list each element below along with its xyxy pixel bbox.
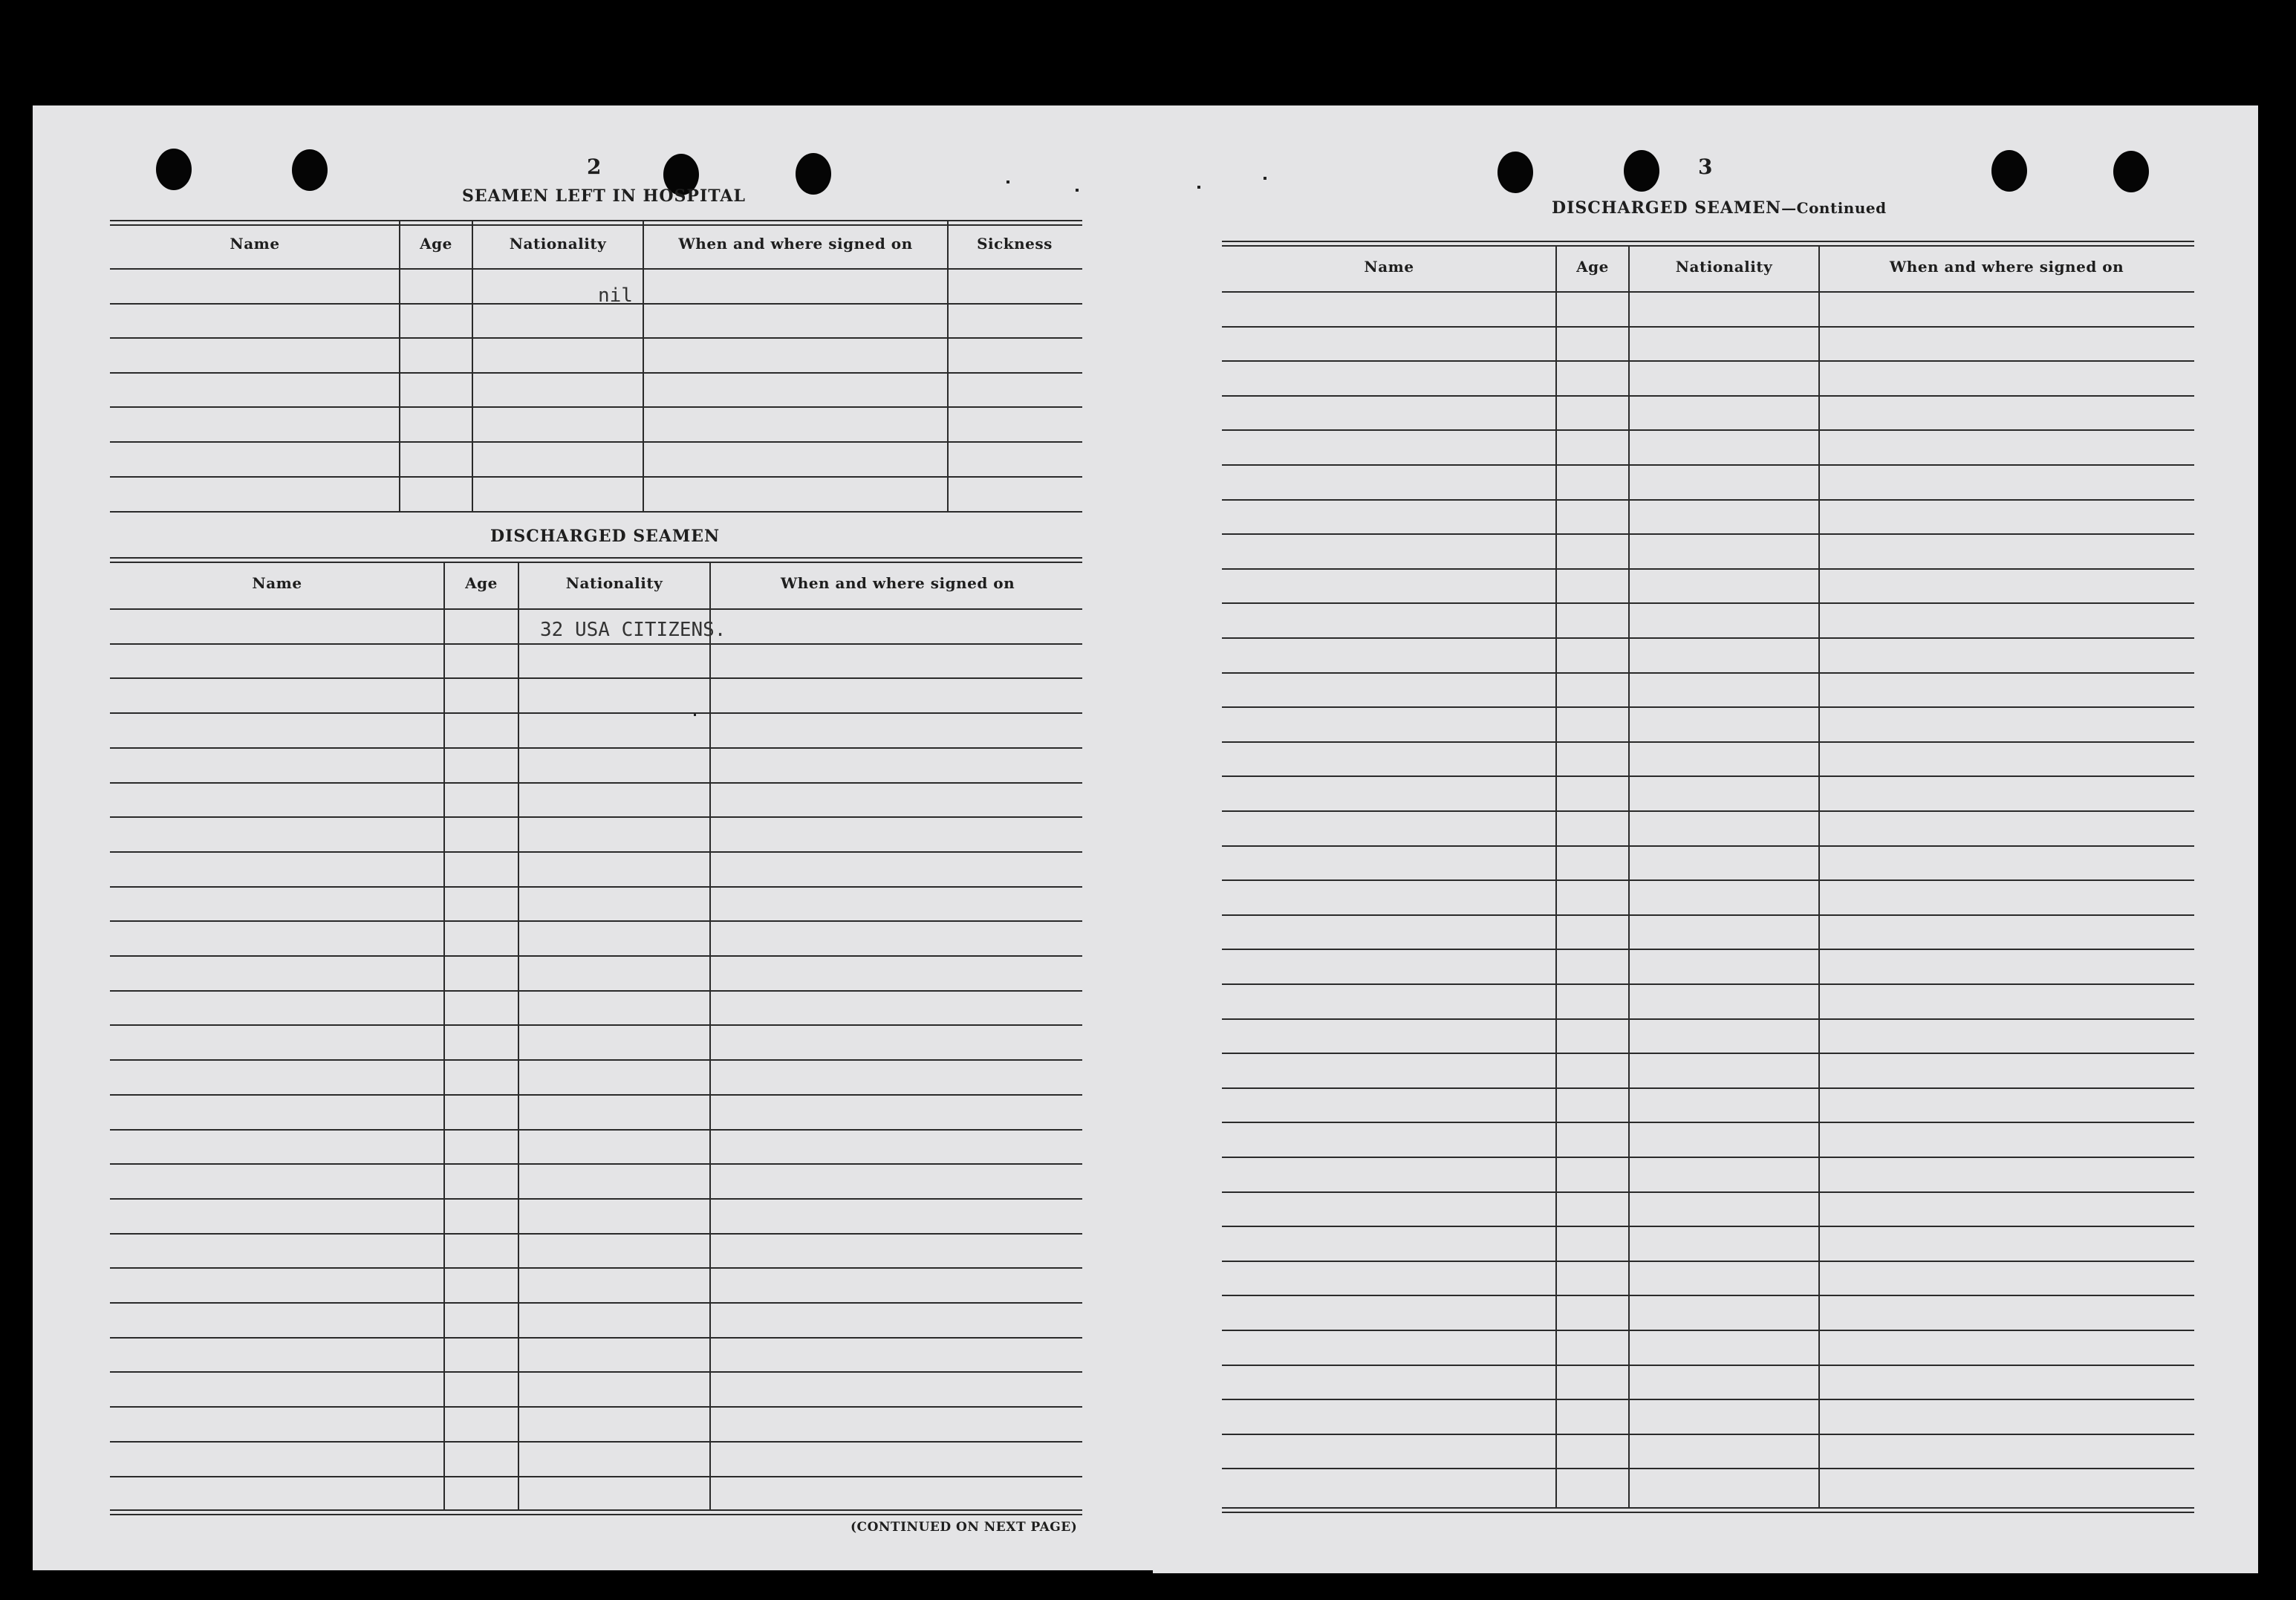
column-header-signed-on: When and where signed on — [780, 574, 1015, 592]
punch-hole — [292, 149, 328, 191]
column-header-signed-on: When and where signed on — [1889, 258, 2124, 276]
discharged-section-title: DISCHARGED SEAMEN — [490, 527, 721, 546]
column-header-name: Name — [1364, 258, 1414, 276]
punch-hole — [1991, 150, 2027, 192]
punch-hole — [2113, 151, 2149, 192]
column-header-name: Name — [230, 235, 280, 253]
speck — [694, 714, 696, 716]
column-header-age: Age — [465, 574, 498, 592]
speck — [1197, 186, 1200, 189]
speck — [1264, 177, 1266, 180]
punch-hole — [796, 153, 831, 195]
title-main: DISCHARGED SEAMEN — [1552, 198, 1782, 218]
column-header-age: Age — [420, 235, 452, 253]
punch-hole — [1624, 150, 1659, 192]
punch-hole — [1497, 152, 1533, 193]
hospital-section-title: SEAMEN LEFT IN HOSPITAL — [462, 186, 746, 206]
speck — [1076, 189, 1079, 192]
column-header-sickness: Sickness — [977, 235, 1053, 253]
column-header-nationality: Nationality — [565, 574, 663, 592]
page-number: 2 — [587, 155, 602, 179]
discharged-entry: 32 USA CITIZENS. — [540, 619, 726, 641]
column-header-age: Age — [1576, 258, 1609, 276]
column-header-name: Name — [252, 574, 302, 592]
page-title — [1552, 198, 1887, 218]
column-header-signed-on: When and where signed on — [678, 235, 913, 253]
page-number: 3 — [1698, 155, 1714, 179]
hospital-entry: nil — [598, 284, 633, 307]
punch-hole — [156, 149, 192, 190]
column-header-nationality: Nationality — [509, 235, 607, 253]
speck — [1006, 181, 1009, 183]
column-header-nationality: Nationality — [1675, 258, 1773, 276]
title-continued: —Continued — [1781, 199, 1887, 217]
continued-note: (CONTINUED ON NEXT PAGE) — [851, 1520, 1078, 1535]
